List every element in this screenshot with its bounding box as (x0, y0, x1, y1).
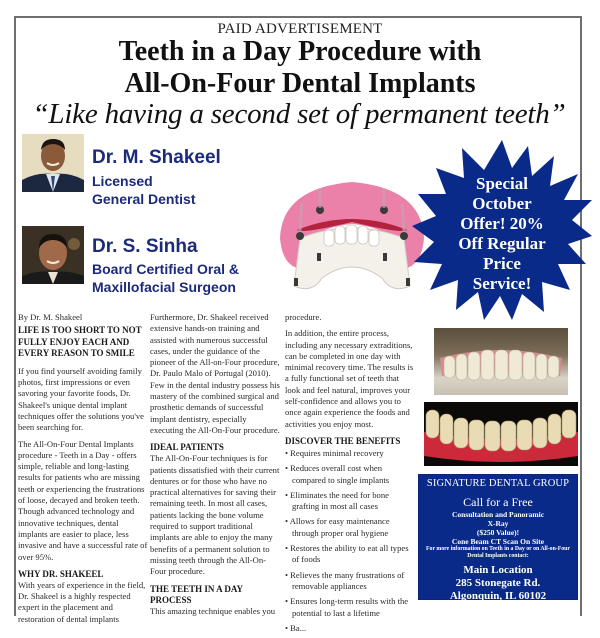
doctor-sinha-title: Board Certified Oral & Maxillofacial Surgeon (92, 261, 240, 295)
process-text: This amazing technique enables you (150, 605, 276, 616)
phone-number-2: 815-455-220 (P) (461, 616, 535, 628)
headline (0, 36, 600, 100)
process-heading: THE TEETH IN A DAY PROCESS (150, 583, 243, 605)
paragraph-procedure: The All-On-Four Dental Implants procedure - Teeth in a Day - offers simple, reliable and long-lasting results for patients who are missing teeth or experiencing the frustrations of loose, decayed and broken teeth. Though advanced technology and innovative techniques, dental implants are easier to place, less invasive and have a successful rate of over 95%. (18, 438, 148, 562)
paragraph-intro: If you find yourself avoiding family photos, first impressions or even savoring your favorite foods, Dr. Shakeel's unique dental implant techniques offer the solutions you've been searching for. (18, 365, 144, 433)
benefit-item: • Reduces overall cost when compared to single implants (285, 463, 415, 486)
benefits-heading: DISCOVER THE BENEFITS (285, 435, 401, 446)
paragraph-training: Furthermore, Dr. Shakeel received extensive hands-on training and assisted with numerous successful cases, under the guidance of the pioneer of the All-on-Four procedure, Dr. Paulo Malo of Portugal (2010). Few in the dental industry possess his mastery of the combined surgical and prosthetic demands of successful implant dentistry, especially executing the All-On-Four procedure. (150, 312, 280, 435)
benefits-list (285, 448, 415, 634)
address-street: 285 Stonegate Rd. (455, 577, 541, 589)
all-on-four-implant-illustration (272, 168, 432, 298)
doctor-shakeel-title: Licensed General Dentist (92, 173, 196, 207)
benefit-item: • Relieves the many frustrations of removable appliances (285, 570, 415, 593)
practice-name: SIGNATURE DENTAL GROUP (426, 478, 570, 489)
benefit-item: • Requires minimal recovery (285, 448, 415, 459)
ideal-patients-text: The All-On-Four techniques is for patients dissatisfied with their current dentures or for those who have no practical alternatives for saving their remaining teeth. In most all cases, patients lacking the bone volume required to support traditional implants are able to enjoy the many benefits of a permanent solution to missing teeth through the All-On-Four procedure. (150, 453, 280, 577)
article-column-3 (285, 312, 415, 638)
doctor-shakeel-name: Dr. M. Shakeel (92, 147, 221, 168)
procedure-continued: procedure. (285, 312, 322, 322)
benefit-item: • Restores the ability to eat all types of foods (285, 543, 415, 566)
paid-advertisement-label: PAID ADVERTISEMENT (217, 21, 383, 37)
benefit-item: • Eliminates the need for bone grafting in most all cases (285, 490, 415, 513)
doctor-shakeel-photo (22, 134, 84, 192)
doctor-sinha-photo (22, 226, 84, 284)
implant-teeth-photo-upper (434, 328, 568, 395)
phone-number-1: 847-658-3400 (P) (458, 603, 538, 615)
benefit-item: • Ba... (285, 623, 415, 634)
contact-box: SIGNATURE DENTAL GROUP Call for a Free Consultation and Panoramic X-Ray ($250 Value)! Cone Beam CT Scan On Site For more information on Teeth in a Day or on All-on-Four Dental Implants contact: Main Location 285 Stonegate Rd. Algonquin, IL 60102 847-658-3400 (P) 815-455-220 (P) (418, 474, 578, 600)
why-heading: WHY DR. SHAKEEL (18, 568, 104, 579)
article-column-2 (150, 312, 280, 622)
main-location: Main Location 285 Stonegate Rd. Algonquin, IL 60102 847-658-3400 (P) 815-455-220 (P) (419, 564, 577, 629)
special-offer-text: Special October Offer! 20% Off Regular Price Service! (458, 174, 546, 293)
call-for-free-heading: Call for a Free (463, 495, 533, 509)
address-city: Algonquin, IL 60102 (449, 590, 547, 602)
why-text: With years of experience in the field, Dr. Shakeel is a highly respected expert in the placement and restoration of dental implants (18, 579, 146, 624)
ideal-patients-heading: IDEAL PATIENTS (150, 442, 224, 453)
paragraph-process: In addition, the entire process, including any necessary extraditions, can be completed in one day with minimal recovery time. The results is a fully functional set of teeth that look and feel natural, improves your self-confidence and allows you to once again experience the foods and activities you enjoy most. (285, 328, 414, 429)
article-column-1 (18, 312, 148, 630)
tagline: “Like having a second set of permanent teeth” (32, 98, 566, 130)
byline: By Dr. M. Shakeel (18, 312, 83, 322)
benefit-item: • Ensures long-term results with the potential to last a lifetime (285, 596, 415, 619)
more-info-text: For more information on Teeth in a Day or on All-on-Four Dental Implants contact: (426, 546, 570, 559)
headline-line-1: Teeth in a Day Procedure with (118, 36, 482, 67)
doctor-sinha-name: Dr. S. Sinha (92, 236, 198, 257)
headline-line-2: All-On-Four Dental Implants (124, 68, 476, 99)
implant-teeth-photo-lower (424, 402, 578, 466)
benefit-item: • Allows for easy maintenance through proper oral hygiene (285, 516, 415, 539)
cone-beam-ct: Cone Beam CT Scan On Site (451, 537, 545, 546)
lead-heading: LIFE IS TOO SHORT TO NOT FULLY ENJOY EACH AND EVERY REASON TO SMILE (18, 325, 142, 359)
